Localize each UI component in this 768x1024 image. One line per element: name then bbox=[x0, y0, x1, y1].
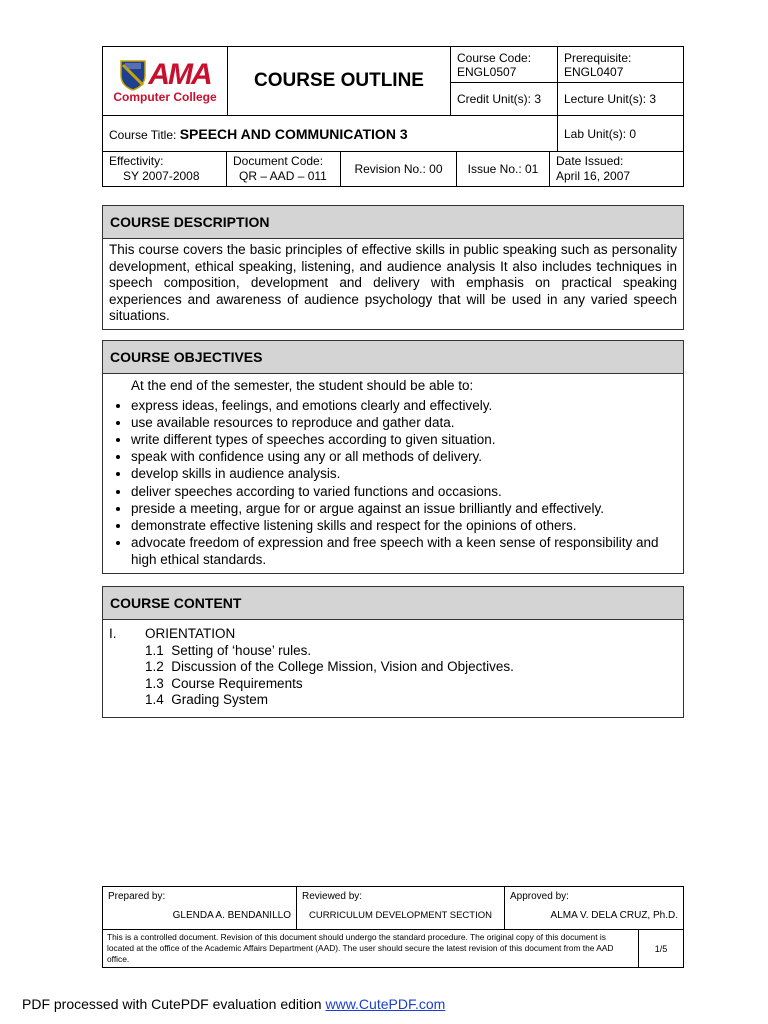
course-description-text: This course covers the basic principles of effective skills in public speaking such as personality development, ethical speaking, listening, and audience analysis It also includes techniques in speech composition, development and delivery with emphasis on practical speaking experiences and awareness of audience psychology that will be used in any varied speech situations. bbox=[109, 242, 677, 323]
document-info-table bbox=[102, 151, 684, 187]
effectivity-label: Effectivity: bbox=[109, 154, 164, 168]
cutepdf-watermark bbox=[22, 996, 445, 1012]
prerequisite-cell bbox=[558, 47, 684, 83]
document-title: COURSE OUTLINE bbox=[228, 47, 451, 116]
course-title-value: SPEECH AND COMMUNICATION 3 bbox=[179, 125, 408, 142]
college-logo bbox=[109, 58, 221, 92]
lecture-units: Lecture Unit(s): 3 bbox=[558, 83, 684, 116]
page-number: 1/5 bbox=[639, 930, 684, 968]
logo-wordmark: AMA bbox=[148, 58, 211, 91]
course-code-value: ENGL0507 bbox=[457, 64, 517, 79]
approved-by-label: Approved by: bbox=[510, 891, 569, 902]
date-issued-cell bbox=[550, 152, 684, 187]
effectivity-cell bbox=[103, 152, 227, 187]
college-name: Computer College bbox=[113, 90, 217, 104]
course-objectives-section bbox=[102, 340, 684, 574]
objective-item: • preside a meeting, argue for or argue against an issue brilliantly and effectively. bbox=[131, 500, 677, 517]
prepared-by-cell bbox=[103, 887, 297, 930]
course-title-label: Course Title: bbox=[109, 127, 177, 142]
course-code-cell bbox=[451, 47, 558, 83]
date-issued-label: Date Issued: bbox=[556, 154, 624, 168]
course-content-section bbox=[102, 586, 684, 718]
controlled-document-notice: This is a controlled document. Revision of this document should undergo the standard procedure. The original copy of this document is located at the office of the Academic Affairs Department (AAD). The user should secure the latest revision of this document from the AAD office. bbox=[103, 930, 639, 968]
objective-item: • write different types of speeches according to given situation. bbox=[131, 431, 677, 448]
issue-number: Issue No.: 01 bbox=[457, 152, 550, 187]
effectivity-value: SY 2007-2008 bbox=[123, 169, 200, 183]
prerequisite-value: ENGL0407 bbox=[564, 64, 624, 79]
reviewed-by-cell bbox=[297, 887, 505, 930]
objective-item: • develop skills in audience analysis. bbox=[131, 465, 677, 482]
content-section-title: ORIENTATION bbox=[145, 626, 236, 641]
document-code-cell bbox=[227, 152, 341, 187]
approval-table bbox=[102, 886, 684, 968]
date-issued-value: April 16, 2007 bbox=[556, 169, 631, 183]
prepared-by-label: Prepared by: bbox=[108, 891, 166, 902]
content-section-row bbox=[109, 626, 677, 643]
objectives-intro: At the end of the semester, the student should be able to: bbox=[131, 378, 474, 393]
course-description-heading: COURSE DESCRIPTION bbox=[103, 206, 683, 239]
course-code-label: Course Code: bbox=[457, 50, 532, 65]
cutepdf-link[interactable]: www.CutePDF.com bbox=[325, 996, 446, 1012]
objective-item: • demonstrate effective listening skills and respect for the opinions of others. bbox=[131, 517, 677, 534]
course-content-heading: COURSE CONTENT bbox=[103, 587, 683, 620]
watermark-text: PDF processed with CutePDF evaluation edition bbox=[22, 996, 326, 1012]
reviewed-by-name: CURRICULUM DEVELOPMENT SECTION bbox=[309, 910, 492, 921]
objectives-list bbox=[109, 397, 677, 569]
objective-item: • deliver speeches according to varied functions and occasions. bbox=[131, 483, 677, 500]
content-item: 1.4 Grading System bbox=[145, 692, 269, 708]
document-code-label: Document Code: bbox=[233, 154, 324, 168]
credit-units: Credit Unit(s): 3 bbox=[451, 83, 558, 116]
objective-item: • advocate freedom of expression and free speech with a keen sense of responsibility and high ethical standards. bbox=[131, 534, 677, 568]
objective-item: • use available resources to reproduce and gather data. bbox=[131, 414, 677, 431]
content-item: 1.1 Setting of ‘house’ rules. bbox=[145, 642, 312, 658]
document-code-value: QR – AAD – 011 bbox=[239, 169, 327, 183]
content-item: 1.3 Course Requirements bbox=[145, 675, 303, 691]
course-description-section bbox=[102, 205, 684, 330]
revision-number: Revision No.: 00 bbox=[341, 152, 457, 187]
objective-item: • express ideas, feelings, and emotions clearly and effectively. bbox=[131, 397, 677, 414]
reviewed-by-label: Reviewed by: bbox=[302, 891, 363, 902]
approved-by-cell bbox=[505, 887, 684, 930]
objective-item: • speak with confidence using any or all methods of delivery. bbox=[131, 448, 677, 465]
header-table bbox=[102, 46, 684, 152]
logo-cell bbox=[103, 47, 228, 116]
course-title-cell bbox=[103, 116, 558, 152]
prerequisite-label: Prerequisite: bbox=[564, 50, 632, 65]
course-objectives-heading: COURSE OBJECTIVES bbox=[103, 341, 683, 374]
prepared-by-name: GLENDA A. BENDANILLO bbox=[172, 910, 291, 921]
content-item: 1.2 Discussion of the College Mission, Vision and Objectives. bbox=[145, 659, 514, 675]
content-section-number: I. bbox=[109, 626, 117, 641]
lab-units: Lab Unit(s): 0 bbox=[558, 116, 684, 152]
shield-icon bbox=[119, 59, 147, 91]
approved-by-name: ALMA V. DELA CRUZ, Ph.D. bbox=[550, 910, 678, 921]
